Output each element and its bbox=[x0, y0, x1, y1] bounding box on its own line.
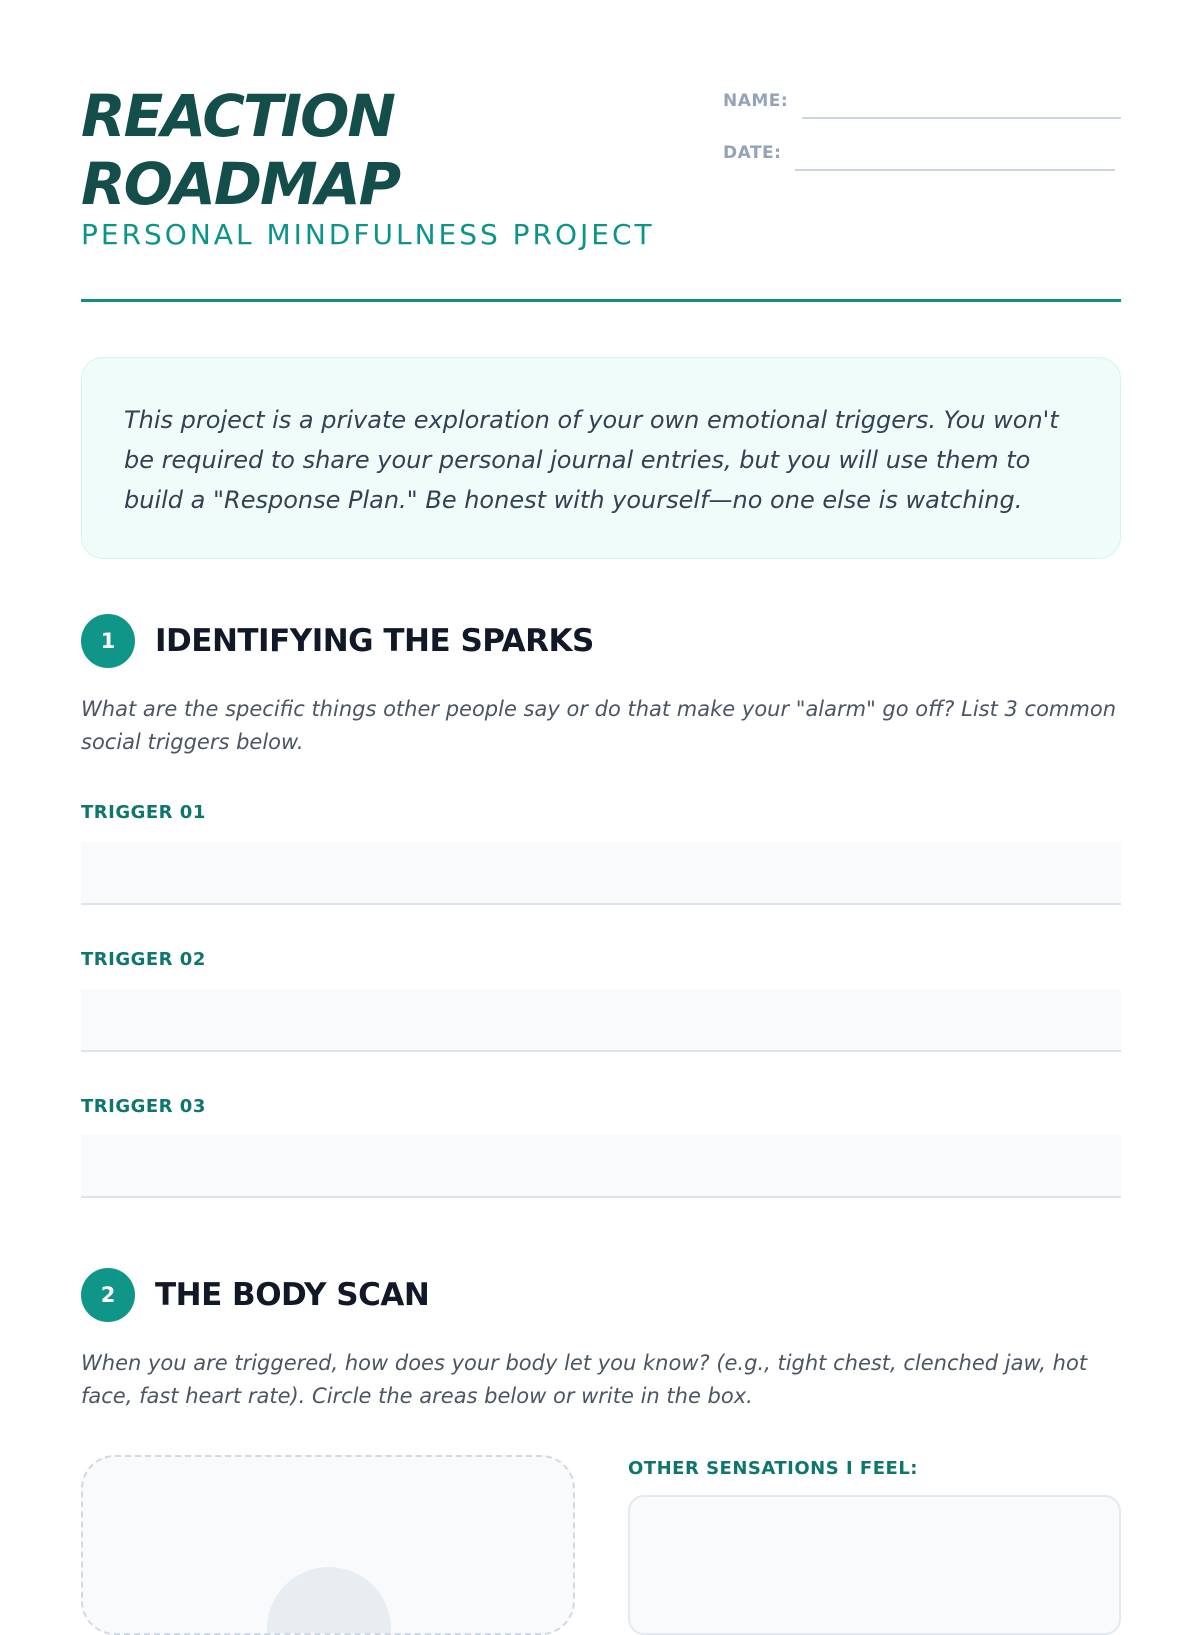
intro-text: This project is a private exploration of your own emotional triggers. You won't be required to share your personal journal entries, but you will use them to build a "Response Plan." Be honest with yourself—no one else is watching. bbox=[124, 406, 1059, 514]
worksheet-title bbox=[81, 82, 399, 218]
date-input-line[interactable] bbox=[795, 139, 1115, 171]
name-label: NAME: bbox=[723, 91, 789, 111]
other-sensations-input[interactable] bbox=[628, 1495, 1121, 1635]
trigger-02-label: TRIGGER 02 bbox=[81, 949, 206, 970]
body-outline-icon[interactable] bbox=[267, 1567, 391, 1635]
date-label: DATE: bbox=[723, 143, 782, 163]
section-2-number-badge: 2 bbox=[81, 1268, 135, 1322]
trigger-03-label: TRIGGER 03 bbox=[81, 1096, 206, 1117]
intro-callout bbox=[81, 357, 1121, 559]
worksheet-page bbox=[81, 0, 1121, 1600]
section-2-header bbox=[81, 1268, 429, 1322]
trigger-01-label: TRIGGER 01 bbox=[81, 802, 206, 823]
title-line-2: ROADMAP bbox=[81, 150, 400, 218]
section-1-title: IDENTIFYING THE SPARKS bbox=[155, 623, 594, 659]
title-line-1: REACTION bbox=[81, 82, 394, 150]
header-divider bbox=[81, 299, 1121, 302]
section-2-title: THE BODY SCAN bbox=[155, 1277, 430, 1313]
body-diagram-area[interactable] bbox=[81, 1455, 575, 1635]
name-input-line[interactable] bbox=[802, 87, 1121, 119]
section-1-description: What are the specific things other people say or do that make your "alarm" go off? List 3 common social triggers below. bbox=[81, 697, 1116, 754]
section-1-number-badge: 1 bbox=[81, 614, 135, 668]
section-2-description: When you are triggered, how does your body let you know? (e.g., tight chest, clenched jaw, hot face, fast heart rate). Circle the areas below or write in the box. bbox=[81, 1351, 1088, 1408]
worksheet-subtitle: PERSONAL MINDFULNESS PROJECT bbox=[81, 218, 655, 251]
name-field bbox=[723, 89, 1121, 119]
trigger-02-input[interactable] bbox=[81, 989, 1121, 1052]
other-sensations-label: OTHER SENSATIONS I FEEL: bbox=[628, 1458, 918, 1479]
trigger-03-input[interactable] bbox=[81, 1135, 1121, 1198]
trigger-01-input[interactable] bbox=[81, 842, 1121, 905]
section-1-header bbox=[81, 614, 594, 668]
date-field bbox=[723, 141, 1115, 171]
